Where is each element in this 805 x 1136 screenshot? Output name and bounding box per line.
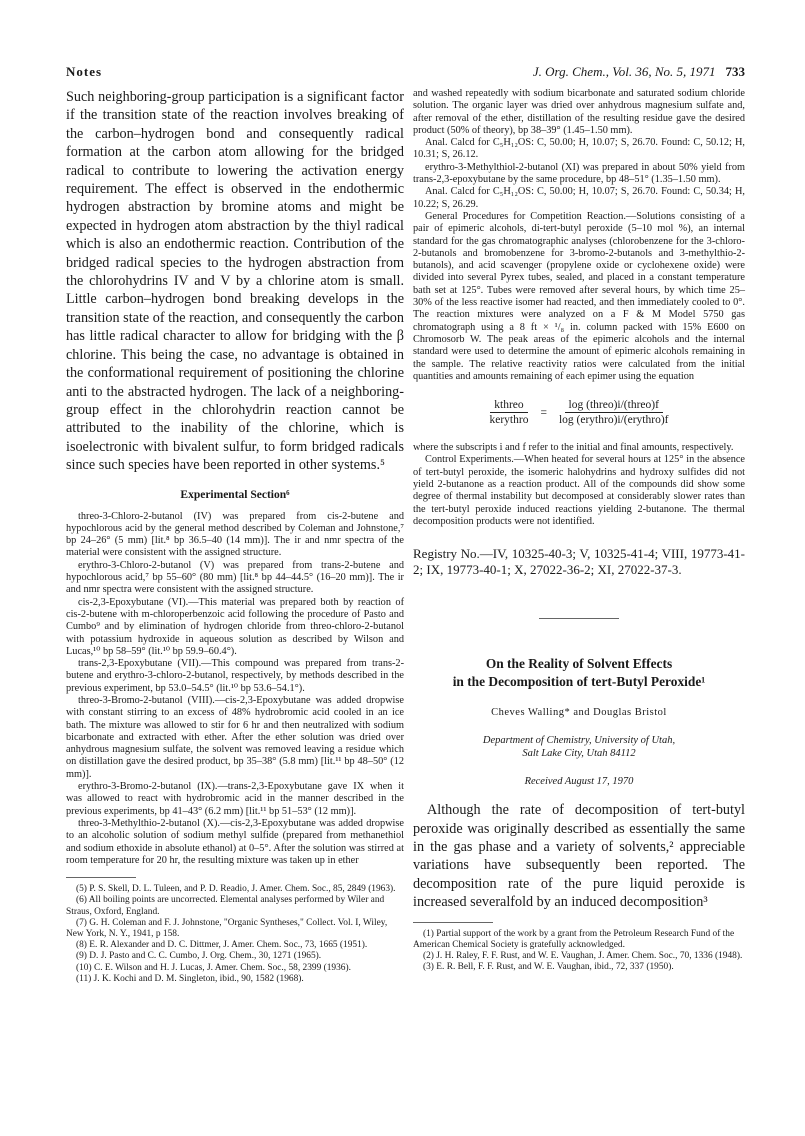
footnote: (3) E. R. Bell, F. F. Rust, and W. E. Vaughan, ibid., 72, 337 (1950).	[423, 962, 674, 973]
running-head-left: Notes	[66, 64, 103, 79]
equation-lhs-denominator: kerythro	[489, 414, 529, 427]
analysis-paragraph: Anal. Calcd for C₅H₁₂OS: C, 50.00; H, 10.07; S, 26.70. Found: C, 50.34; H, 10.22; S, 26.29.	[413, 186, 745, 210]
experimental-paragraph: erythro-3-Bromo-2-butanol (IX).—trans-2,3-Epoxybutane gave IX when it was allowed to react with hydrobromic acid in the manner described in the previous experiments, bp 41–43° (6.2 mm) [lit.¹¹ bp 51–53° (12 mm)].	[66, 781, 404, 817]
footnote: (8) E. R. Alexander and D. C. Dittmer, J. Amer. Chem. Soc., 73, 1665 (1951).	[76, 940, 368, 951]
experimental-paragraph: erythro-3-Methylthiol-2-butanol (XI) was prepared in about 50% yield from trans-2,3-epoxybutane by the same procedure, bp 48–51° (1.35–1.50 mm).	[413, 161, 745, 186]
footnote-divider	[66, 877, 136, 878]
experimental-paragraph: erythro-3-Chloro-2-butanol (V) was prepared from trans-2-butene and hypochlorous acid,⁷ bp 55–60° (80 mm) [lit.⁸ bp 44–44.5° (16–20 mm)]. The ir and nmr spectra were consistent with the assigned structure.	[66, 559, 404, 596]
equation-explanation: where the subscripts i and f refer to the initial and final amounts, respectively.	[413, 442, 734, 454]
experimental-paragraph: and washed repeatedly with sodium bicarbonate and saturated sodium chloride solution. The organic layer was dried over anhydrous magnesium sulfate and, after removal of the ether, distillation of the resulting residue gave the desired product (50% of theory), bp 38–39° (1.45–1.50 mm).	[413, 88, 745, 136]
affiliation-line: Salt Lake City, Utah 84112	[522, 748, 636, 760]
footnote: (2) J. H. Raley, F. F. Rust, and W. E. Vaughan, J. Amer. Chem. Soc., 70, 1336 (1948).	[423, 951, 743, 962]
received-date: Received August 17, 1970	[524, 776, 634, 788]
article-title-line-2: in the Decomposition of tert-Butyl Peroxide¹	[452, 674, 706, 690]
left-column	[66, 88, 404, 985]
procedure-paragraph: General Procedures for Competition Reaction.—Solutions consisting of a pair of epimeric alcohols, di-tert-butyl peroxide (5–10 mol %), an internal standard for the gas chromatographic analyses (chlorobenzene for the 3-chloro-2-butanols and bromobenzene for 3-bromo-2-butanols and 3-methylthio-2-butanols), and acid scavenger (propylene oxide or cyclohexene oxide) were divided into several Pyrex tubes, sealed, and placed in a constant temperature bath set at 125°. Tubes were removed after several hours, by which time 25–30% of the less reactive isomer had reacted, and then immediately cooled to 0°. The reaction mixtures were analyzed on a F & M Model 5750 gas chromatograph using a 8 ft × ¹/₈ in. column packed with 15% E600 on Chromosorb W. The peak areas of the epimeric alcohols and the internal standard were used to determine the amount of epimeric alcohols remaining in the sample. The relative reactivity ratios were calculated from the initial quantities and amounts remaining of each epimer using the equation	[413, 210, 745, 382]
rate-ratio-equation	[413, 399, 745, 426]
affiliation	[413, 734, 745, 760]
equation-lhs-numerator: kthreo	[490, 399, 527, 413]
equation-rhs-numerator: log (threo)i/(threo)f	[565, 399, 663, 413]
article-title: On the Reality of Solvent Effects	[485, 656, 673, 672]
equation-rhs-denominator: log (erythro)i/(erythro)f	[558, 414, 669, 427]
footnote-divider	[413, 922, 493, 923]
registry-numbers: Registry No.—IV, 10325-40-3; V, 10325-41-4; VIII, 19773-41-2; IX, 19773-40-1; X, 27022-36-2; XI, 27022-37-3.	[413, 546, 745, 578]
footnote: (7) G. H. Coleman and F. J. Johnstone, "Organic Syntheses," Collect. Vol. I, Wiley, New York, N. Y., 1941, p 158.	[66, 917, 388, 939]
page-number: 733	[725, 64, 745, 79]
footnote: (6) All boiling points are uncorrected. Elemental analyses performed by Wiler and Straus, Oxford, England.	[66, 895, 385, 917]
article-authors: Cheves Walling* and Douglas Bristol	[491, 707, 667, 719]
experimental-paragraph: cis-2,3-Epoxybutane (VI).—This material was prepared both by reaction of cis-2-butene with m-chloroperbenzoic acid following the procedure of Pasto and Cumbo⁹ and by elimination of hydrogen chloride from threo-chloro-2-butanol with potassium hydroxide in aqueous solution as described by Wilson and Lucas,¹⁰ bp 58–59° (lit.¹⁰ bp 59.9–60.4°).	[66, 596, 404, 657]
experimental-paragraph: threo-3-Methylthio-2-butanol (X).—cis-2,3-Epoxybutane was added dropwise to an alcoholic solution of sodium methyl sulfide (prepared from methanethiol and sodium ethoxide in absolute ethanol) at 0–5°. After the solution was stirred at room temperature for 20 hr, the resulting mixture was taken up in ether	[66, 817, 404, 866]
running-head-right	[533, 64, 745, 80]
article-body: Although the rate of decomposition of tert-butyl peroxide was originally described as essentially the same in the gas phase and a variety of solvents,² appreciable variations have subsequently been reported. The decomposition rate of the pure liquid peroxide is increased severalfold by an induced decomposition³	[413, 802, 745, 911]
footnote: (1) Partial support of the work by a grant from the Petroleum Research Fund of the American Chemical Society is gratefully acknowledged.	[413, 928, 735, 950]
article-divider	[539, 618, 619, 619]
footnote: (5) P. S. Skell, D. L. Tuleen, and P. D. Readio, J. Amer. Chem. Soc., 85, 2849 (1963).	[76, 884, 396, 895]
experimental-paragraph: trans-2,3-Epoxybutane (VII).—This compound was prepared from trans-2-butene and erythro-3-chloro-2-butanol, respectively, by methods described in the previous experiment, bp 53.0–54.5° (lit.¹⁰ bp 53.6–54.1°).	[66, 658, 404, 694]
experimental-paragraph: threo-3-Chloro-2-butanol (IV) was prepared from cis-2-butene and hypochlorous acid by the general method described by Coleman and Johnstone,⁷ bp 24–26° (5 mm) [lit.⁸ bp 36.5–40 (14 mm)]. The ir and nmr spectra of the material were consistent with the assigned structure.	[66, 510, 404, 559]
right-column	[413, 88, 745, 973]
affiliation-line: Department of Chemistry, University of Utah,	[482, 735, 676, 747]
journal-citation: J. Org. Chem., Vol. 36, No. 5, 1971	[532, 64, 716, 79]
footnote: (10) C. E. Wilson and H. J. Lucas, J. Amer. Chem. Soc., 58, 2399 (1936).	[76, 962, 351, 973]
footnote: (9) D. J. Pasto and C. C. Cumbo, J. Org. Chem., 30, 1271 (1965).	[76, 951, 322, 962]
analysis-paragraph: Anal. Calcd for C₅H₁₂OS: C, 50.00; H, 10.07; S, 26.70. Found: C, 50.12; H, 10.31; S, 26.12.	[413, 137, 745, 161]
equation-rhs	[555, 399, 673, 426]
experimental-section-heading: Experimental Section⁶	[180, 488, 290, 501]
equation-lhs	[486, 399, 533, 426]
equals-sign: =	[540, 406, 547, 419]
experimental-paragraph: threo-3-Bromo-2-butanol (VIII).—cis-2,3-Epoxybutane was added dropwise with constant stirring to an excess of 48% hydrobromic acid cooled in an ice bath. The mixture was allowed to stir for 6 hr and then neutralized with sodium bicarbonate and extracted with ether. After the ether solution was dried over anhydrous magnesium sulfate, the solvent was removed leaving a residue which on distillation gave the desired product, bp 35–38° (5.8 mm) [lit.¹¹ bp 48–50° (12 mm)].	[66, 694, 404, 780]
footnote: (11) J. K. Kochi and D. M. Singleton, ibid., 90, 1582 (1968).	[76, 973, 304, 984]
intro-paragraph: Such neighboring-group participation is a significant factor if the transition state of the reaction involves breaking of the carbon–hydrogen bond and consequently radical formation at the carbon atom allowing for the bridged radical to contribute to lowering the activation energy requirement. The effect is observed in the endothermic hydrogen abstraction by bromine atoms and might be expected in hydrogen atom abstraction by the thiyl radical which is also an endothermic reaction. Contribution of the bridged radical species to the hydrogen abstraction from the chlorohydrins IV and V by a chlorine atom is small. Little carbon–hydrogen bond breaking develops in the transition state of the reaction, and consequently the carbon has little radical character to allow for bridging with the β chlorine. This being the case, no advantage is obtained in the conformational requirement of positioning the chlorine anti to the abstracted hydrogen. The lack of a neighboring-group effect in the chlorohydrin reaction cannot be attributed to the inability of the chlorine, which is isoelectronic with bivalent sulfur, to form bridged radicals since such species have been reported in other systems.⁵	[66, 89, 404, 474]
control-experiments-paragraph: Control Experiments.—When heated for several hours at 125° in the absence of tert-butyl peroxide, the isomeric halohydrins and hydroxy sulfides did not yield 2-butanone as a reaction product. All of the compounds did show some degree of thermal instability but decomposed at considerably slower rates than the tert-butyl peroxide induced reactions yielding 2-butanone. The thermal decomposition products were not identified.	[413, 454, 745, 527]
